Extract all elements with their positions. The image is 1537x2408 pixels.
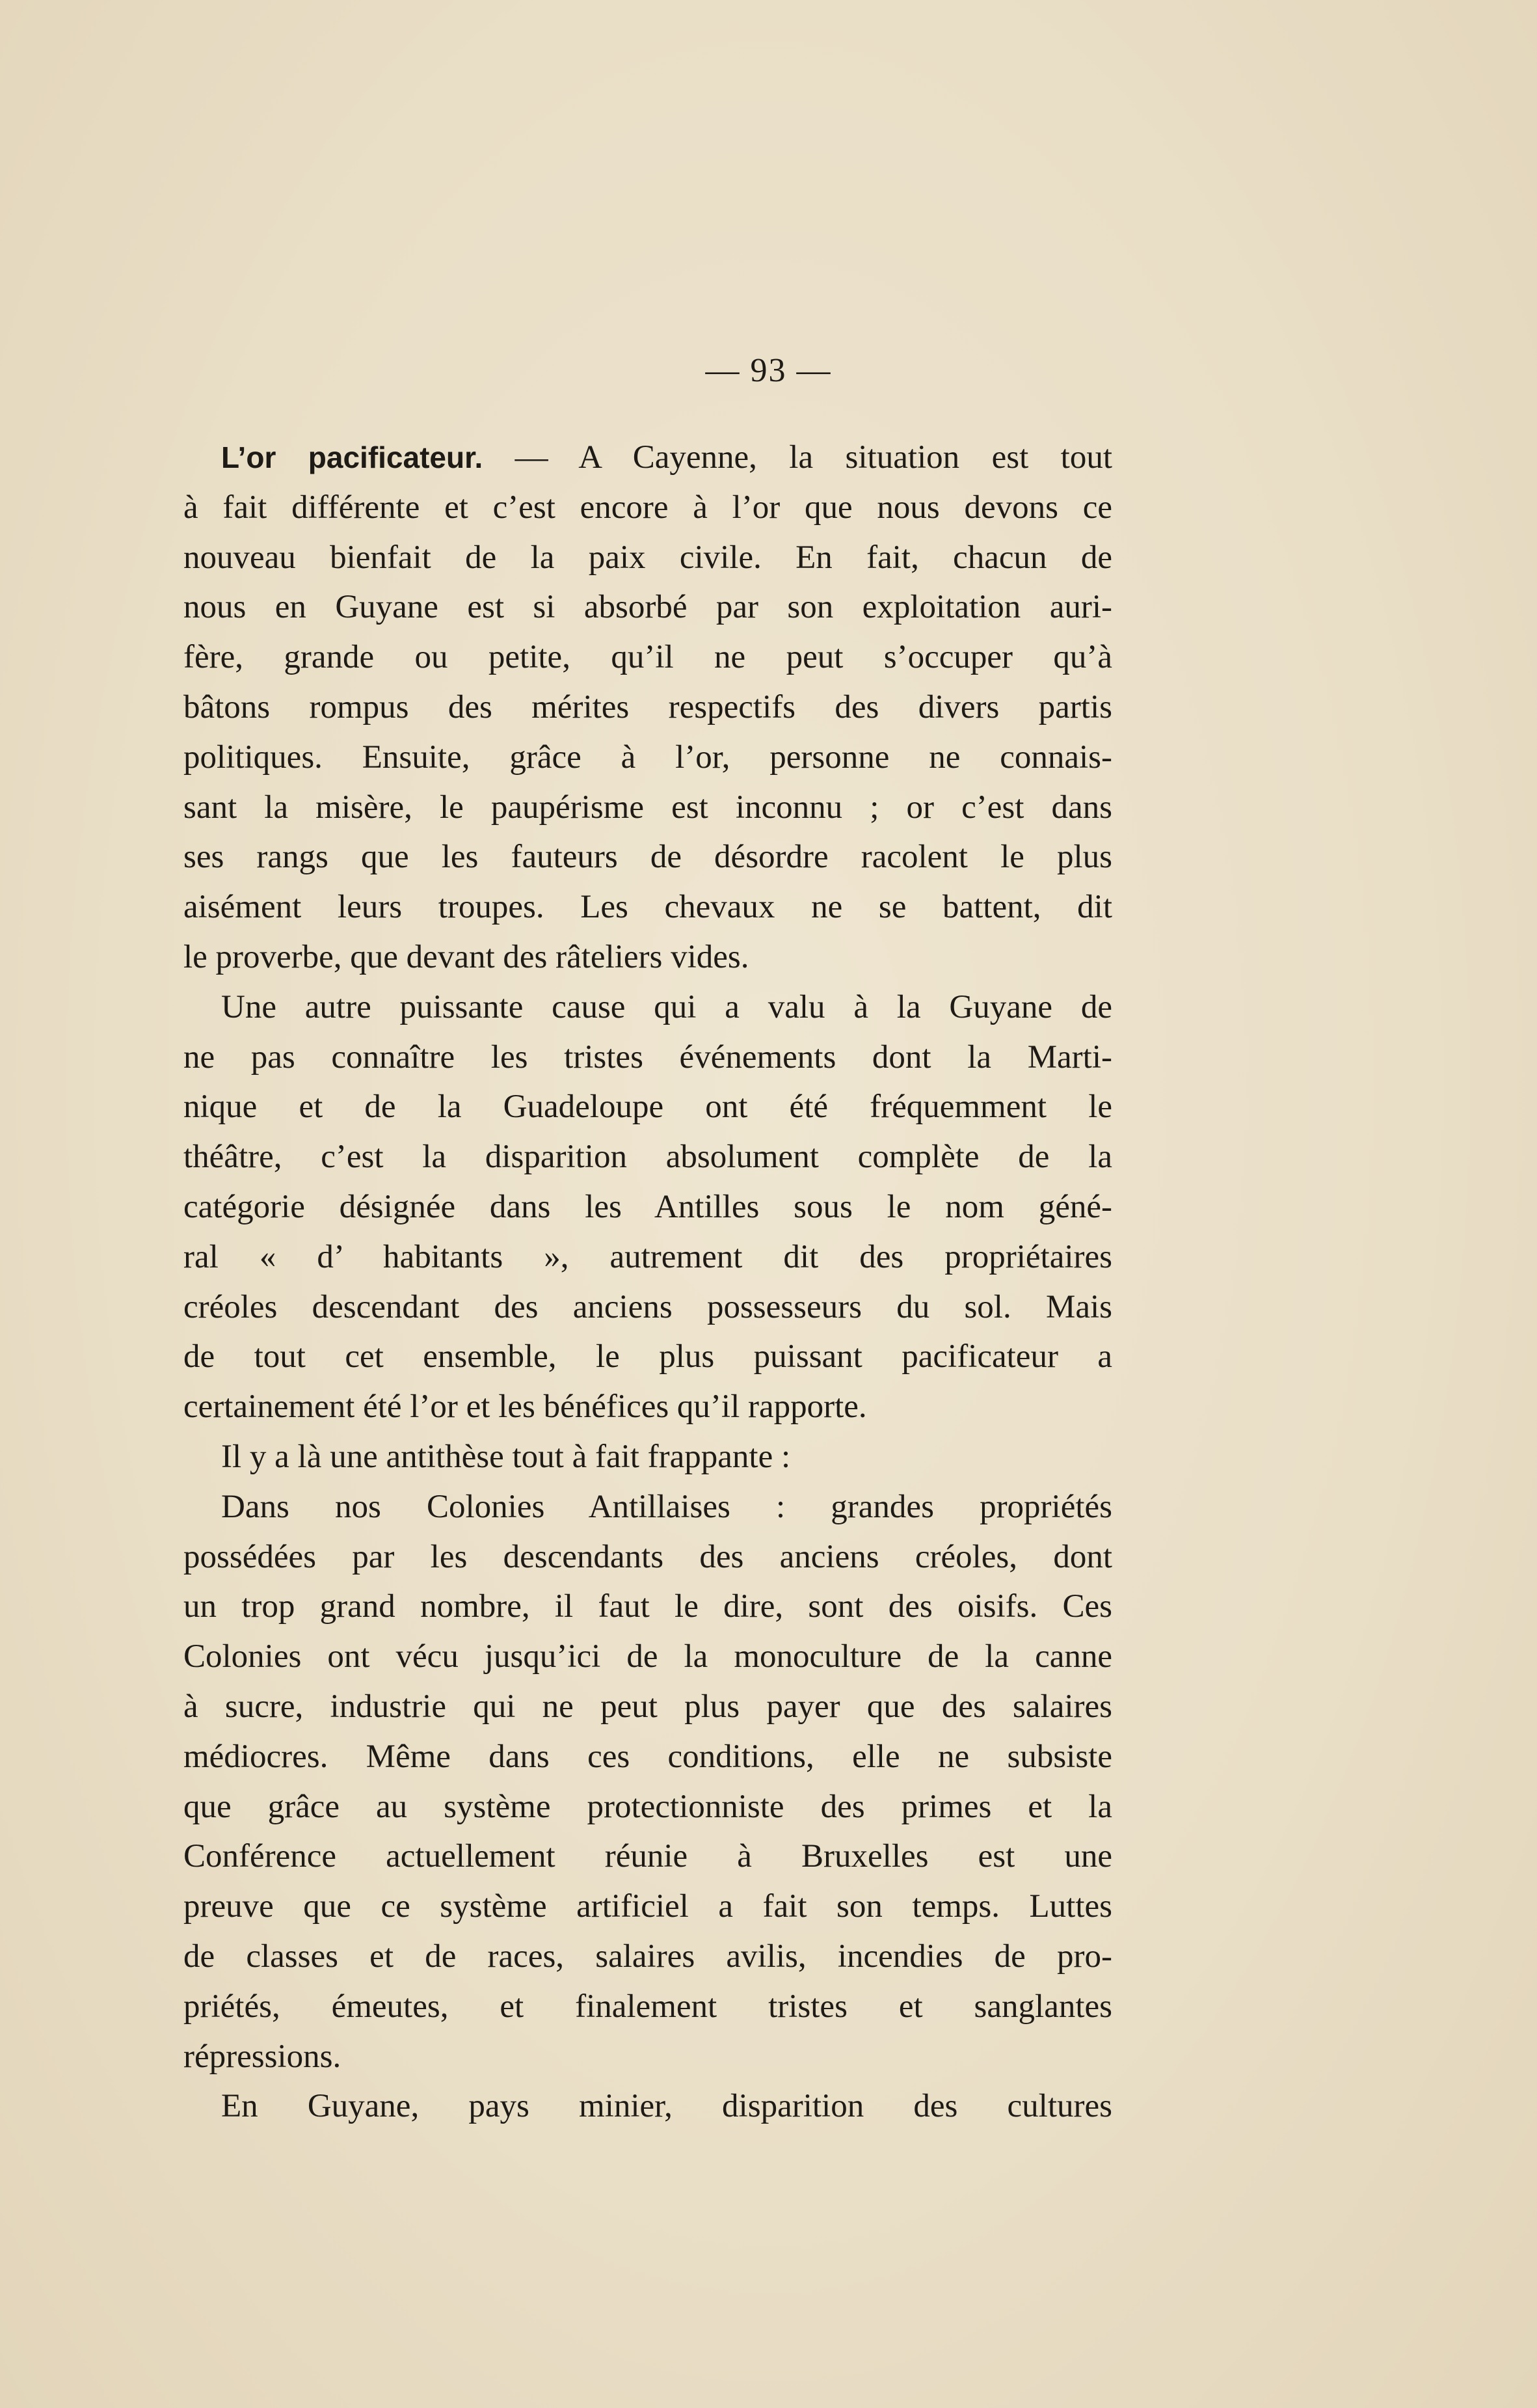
line-text: catégorie désignée dans les Antilles sous le nom géné- (183, 1188, 1112, 1225)
line-text: nous en Guyane est si absorbé par son exploitation auri- (183, 589, 1112, 626)
text-line (183, 1682, 1112, 1732)
line-text: Il y a là une antithèse tout à fait frappante : (221, 1438, 791, 1475)
line-text: nouveau bienfait de la paix civile. En fait, chacun de (183, 539, 1112, 576)
text-line (183, 1832, 1112, 1882)
line-text: sant la misère, le paupérisme est inconnu ; or c’est dans (183, 789, 1112, 826)
line-text: certainement été l’or et les bénéfices qu’il rapporte. (183, 1388, 867, 1426)
text-line (183, 1432, 1112, 1482)
line-text: Une autre puissante cause qui a valu à la Guyane de (221, 988, 1112, 1025)
text-line (183, 1182, 1112, 1232)
line-text: En Guyane, pays minier, disparition des cultures (221, 2088, 1112, 2125)
line-text: ne pas connaître les tristes événements dont la Marti- (183, 1038, 1112, 1075)
text-line (183, 1732, 1112, 1782)
line-text: — A Cayenne, la situation est tout (515, 439, 1112, 476)
line-text: Colonies ont vécu jusqu’ici de la monoculture de la canne (183, 1638, 1112, 1675)
line-text: fère, grande ou petite, qu’il ne peut s’occuper qu’à (183, 639, 1112, 676)
text-line (183, 1532, 1112, 1582)
section-heading: L’or pacificateur. (221, 440, 483, 474)
text-line (183, 882, 1112, 932)
line-text: Conférence actuellement réunie à Bruxelles est une (183, 1838, 1112, 1875)
line-text: médiocres. Même dans ces conditions, elle ne subsiste (183, 1738, 1112, 1775)
text-line (183, 982, 1112, 1033)
text-line (183, 1882, 1112, 1932)
line-text: un trop grand nombre, il faut le dire, sont des oisifs. Ces (183, 1588, 1112, 1625)
text-line (183, 1033, 1112, 1083)
text-line (183, 1082, 1112, 1132)
line-text: preuve que ce système artificiel a fait son temps. Luttes (183, 1888, 1112, 1925)
line-text: bâtons rompus des mérites respectifs des divers partis (183, 688, 1112, 725)
line-text: que grâce au système protectionniste des primes et la (183, 1788, 1112, 1825)
line-text: priétés, émeutes, et finalement tristes et sanglantes (183, 1988, 1112, 2025)
page-number: — 93 — (705, 352, 832, 389)
text-line (183, 1332, 1112, 1382)
line-text: ral « d’ habitants », autrement dit des propriétaires (183, 1238, 1112, 1275)
text-line (183, 1982, 1112, 2032)
line-text: aisément leurs troupes. Les chevaux ne se battent, dit (183, 889, 1112, 926)
text-line (183, 483, 1112, 533)
text-line (183, 1132, 1112, 1182)
text-line (183, 1782, 1112, 1832)
line-text: de tout cet ensemble, le plus puissant pacificateur a (183, 1338, 1112, 1375)
text-line (183, 582, 1112, 632)
text-line (183, 533, 1112, 583)
text-line (183, 932, 1112, 982)
line-text: répressions. (183, 2038, 341, 2075)
text-line (183, 632, 1112, 683)
text-line (183, 733, 1112, 783)
line-text: politiques. Ensuite, grâce à l’or, personne ne connais- (183, 738, 1112, 776)
line-text: possédées par les descendants des anciens créoles, dont (183, 1538, 1112, 1575)
text-line (183, 2032, 1112, 2082)
line-text: nique et de la Guadeloupe ont été fréquemment le (183, 1089, 1112, 1126)
line-text: Dans nos Colonies Antillaises : grandes propriétés (221, 1488, 1112, 1525)
line-text: de classes et de races, salaires avilis, incendies de pro- (183, 1938, 1112, 1975)
line-text: le proverbe, que devant des râteliers vides. (183, 938, 749, 975)
text-line (183, 2081, 1112, 2131)
text-line (183, 1632, 1112, 1682)
text-line (183, 783, 1112, 833)
line-text: théâtre, c’est la disparition absolument complète de la (183, 1139, 1112, 1176)
text-line (183, 832, 1112, 882)
line-text: à fait différente et c’est encore à l’or que nous devons ce (183, 489, 1112, 526)
text-line (183, 1382, 1112, 1432)
text-line (183, 1482, 1112, 1532)
line-text: ses rangs que les fauteurs de désordre racolent le plus (183, 839, 1112, 876)
body-text (183, 433, 1112, 2131)
text-line (183, 1932, 1112, 1982)
text-line (183, 683, 1112, 733)
text-line (183, 1232, 1112, 1282)
text-line (183, 433, 1112, 483)
line-text: créoles descendant des anciens possesseurs du sol. Mais (183, 1288, 1112, 1325)
text-line (183, 1282, 1112, 1333)
line-text: à sucre, industrie qui ne peut plus payer que des salaires (183, 1688, 1112, 1725)
text-line (183, 1582, 1112, 1632)
